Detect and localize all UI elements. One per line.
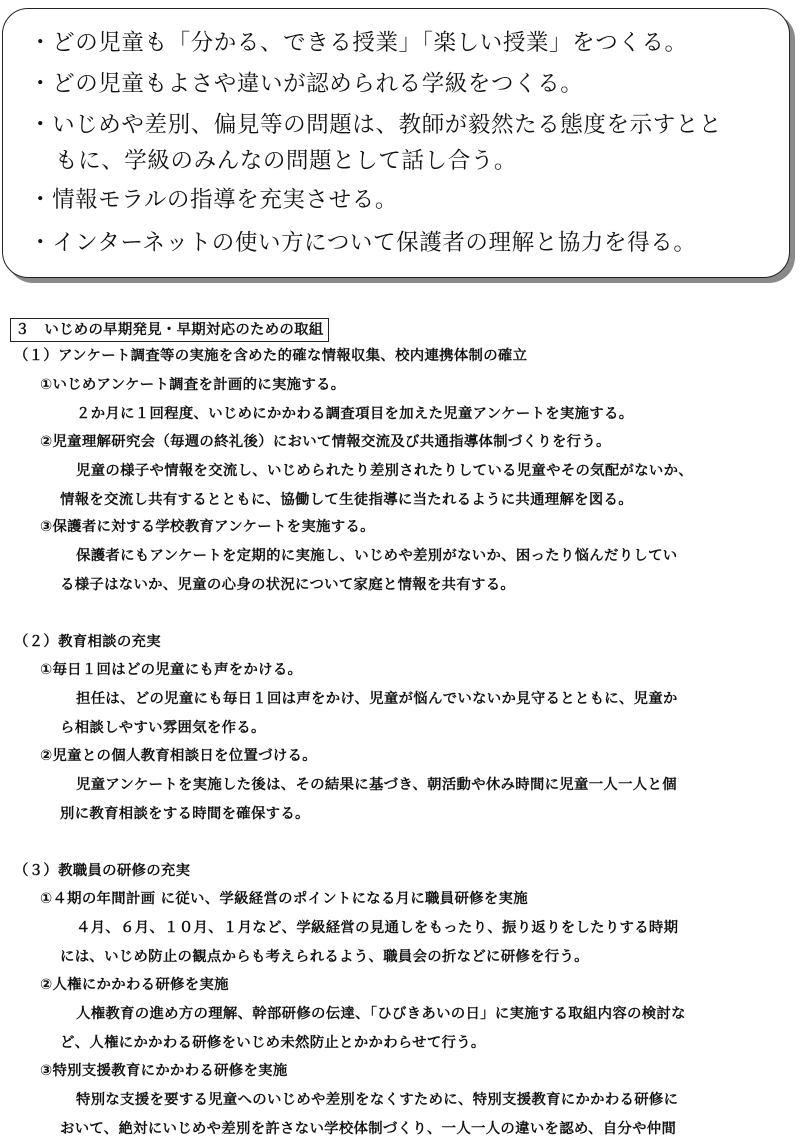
item-body: 情報を交流し共有するとともに、協働して生徒指導に当たれるように共通理解を図る。: [60, 492, 633, 508]
policy-bullet-box: [2, 8, 790, 278]
item-body: 保護者にもアンケートを定期的に実施し、いじめや差別がないか、困ったり悩んだりしてい: [76, 548, 678, 564]
item-body: ２か月に１回程度、いじめにかかわる調査項目を加えた児童アンケートを実施する。: [76, 406, 634, 422]
item-body: 特別な支援を要する児童へのいじめや差別をなくすために、特別支援教育にかかわる研修に: [76, 1092, 679, 1108]
item-heading: ③特別支援教育にかかわる研修を実施: [40, 1063, 288, 1079]
item-heading: ①４期の年間計画 に従い、学級経営のポイントになる月に職員研修を実施: [40, 891, 528, 907]
item-body: 担任は、どの児童にも毎日１回は声をかけ、児童が悩んでいないか見守るとともに、児童か: [76, 691, 678, 707]
item-body: おいて、絶対にいじめや差別を許さない学校体制づくり、一人一人の違いを認め、自分や仲間: [60, 1121, 677, 1137]
subsection-heading: （３）教職員の研修の充実: [14, 863, 191, 879]
item-body: には、いじめ防止の観点からも考えられるよう、職員会の折などに研修を行う。: [60, 949, 589, 965]
item-body: 別に教育相談をする時間を確保する。: [60, 806, 310, 822]
bullet-line-continuation: もに、学級のみんなの問題として話し合う。: [55, 148, 518, 174]
item-heading: ③保護者に対する学校教育アンケートを実施する。: [40, 519, 375, 535]
item-body: ４月、６月、１０月、１月など、学級経営の見通しをもったり、振り返りをしたりする時期: [76, 920, 679, 936]
item-heading: ①いじめアンケート調査を計画的に実施する。: [40, 377, 346, 393]
bullet-line: ・情報モラルの指導を充実させる。: [29, 187, 398, 213]
item-body: 児童アンケートを実施した後は、その結果に基づき、朝活動や休み時間に児童一人一人と個: [76, 777, 677, 793]
item-heading: ①毎日１回はどの児童にも声をかける。: [40, 662, 303, 678]
item-body: ど、人権にかかわる研修をいじめ未然防止とかかわらせて行う。: [60, 1035, 486, 1051]
bullet-line: ・どの児童もよさや違いが認められる学級をつくる。: [29, 71, 584, 97]
section-title: ３ いじめの早期発見・早期対応のための取組: [10, 318, 329, 342]
bullet-line: ・インターネットの使い方について保護者の理解と協力を得る。: [29, 230, 697, 256]
subsection-heading: （１）アンケート調査等の実施を含めた的確な情報収集、校内連携体制の確立: [14, 348, 528, 364]
item-body: ら相談しやすい雰囲気を作る。: [60, 720, 266, 736]
item-body: 人権教育の進め方の理解、幹部研修の伝達、「ひびきあいの日」に実施する取組内容の検討な: [76, 1006, 686, 1022]
item-heading: ②人権にかかわる研修を実施: [40, 977, 229, 993]
bullet-line: ・いじめや差別、偏見等の問題は、教師が毅然たる態度を示すとと: [29, 112, 723, 138]
item-heading: ②児童理解研究会（毎週の終礼後）において情報交流及び共通指導体制づくりを行う。: [40, 434, 611, 450]
bullet-line: ・どの児童も「分かる、できる授業」「楽しい授業」をつくる。: [29, 30, 688, 56]
item-heading: ②児童との個人教育相談日を位置づける。: [40, 748, 317, 764]
subsection-heading: （２）教育相談の充実: [14, 634, 161, 650]
item-body: 児童の様子や情報を交流し、いじめられたり差別されたりしている児童やその気配がないか、: [76, 463, 694, 479]
item-body: る様子はないか、児童の心身の状況について家庭と情報を共有する。: [60, 577, 516, 593]
